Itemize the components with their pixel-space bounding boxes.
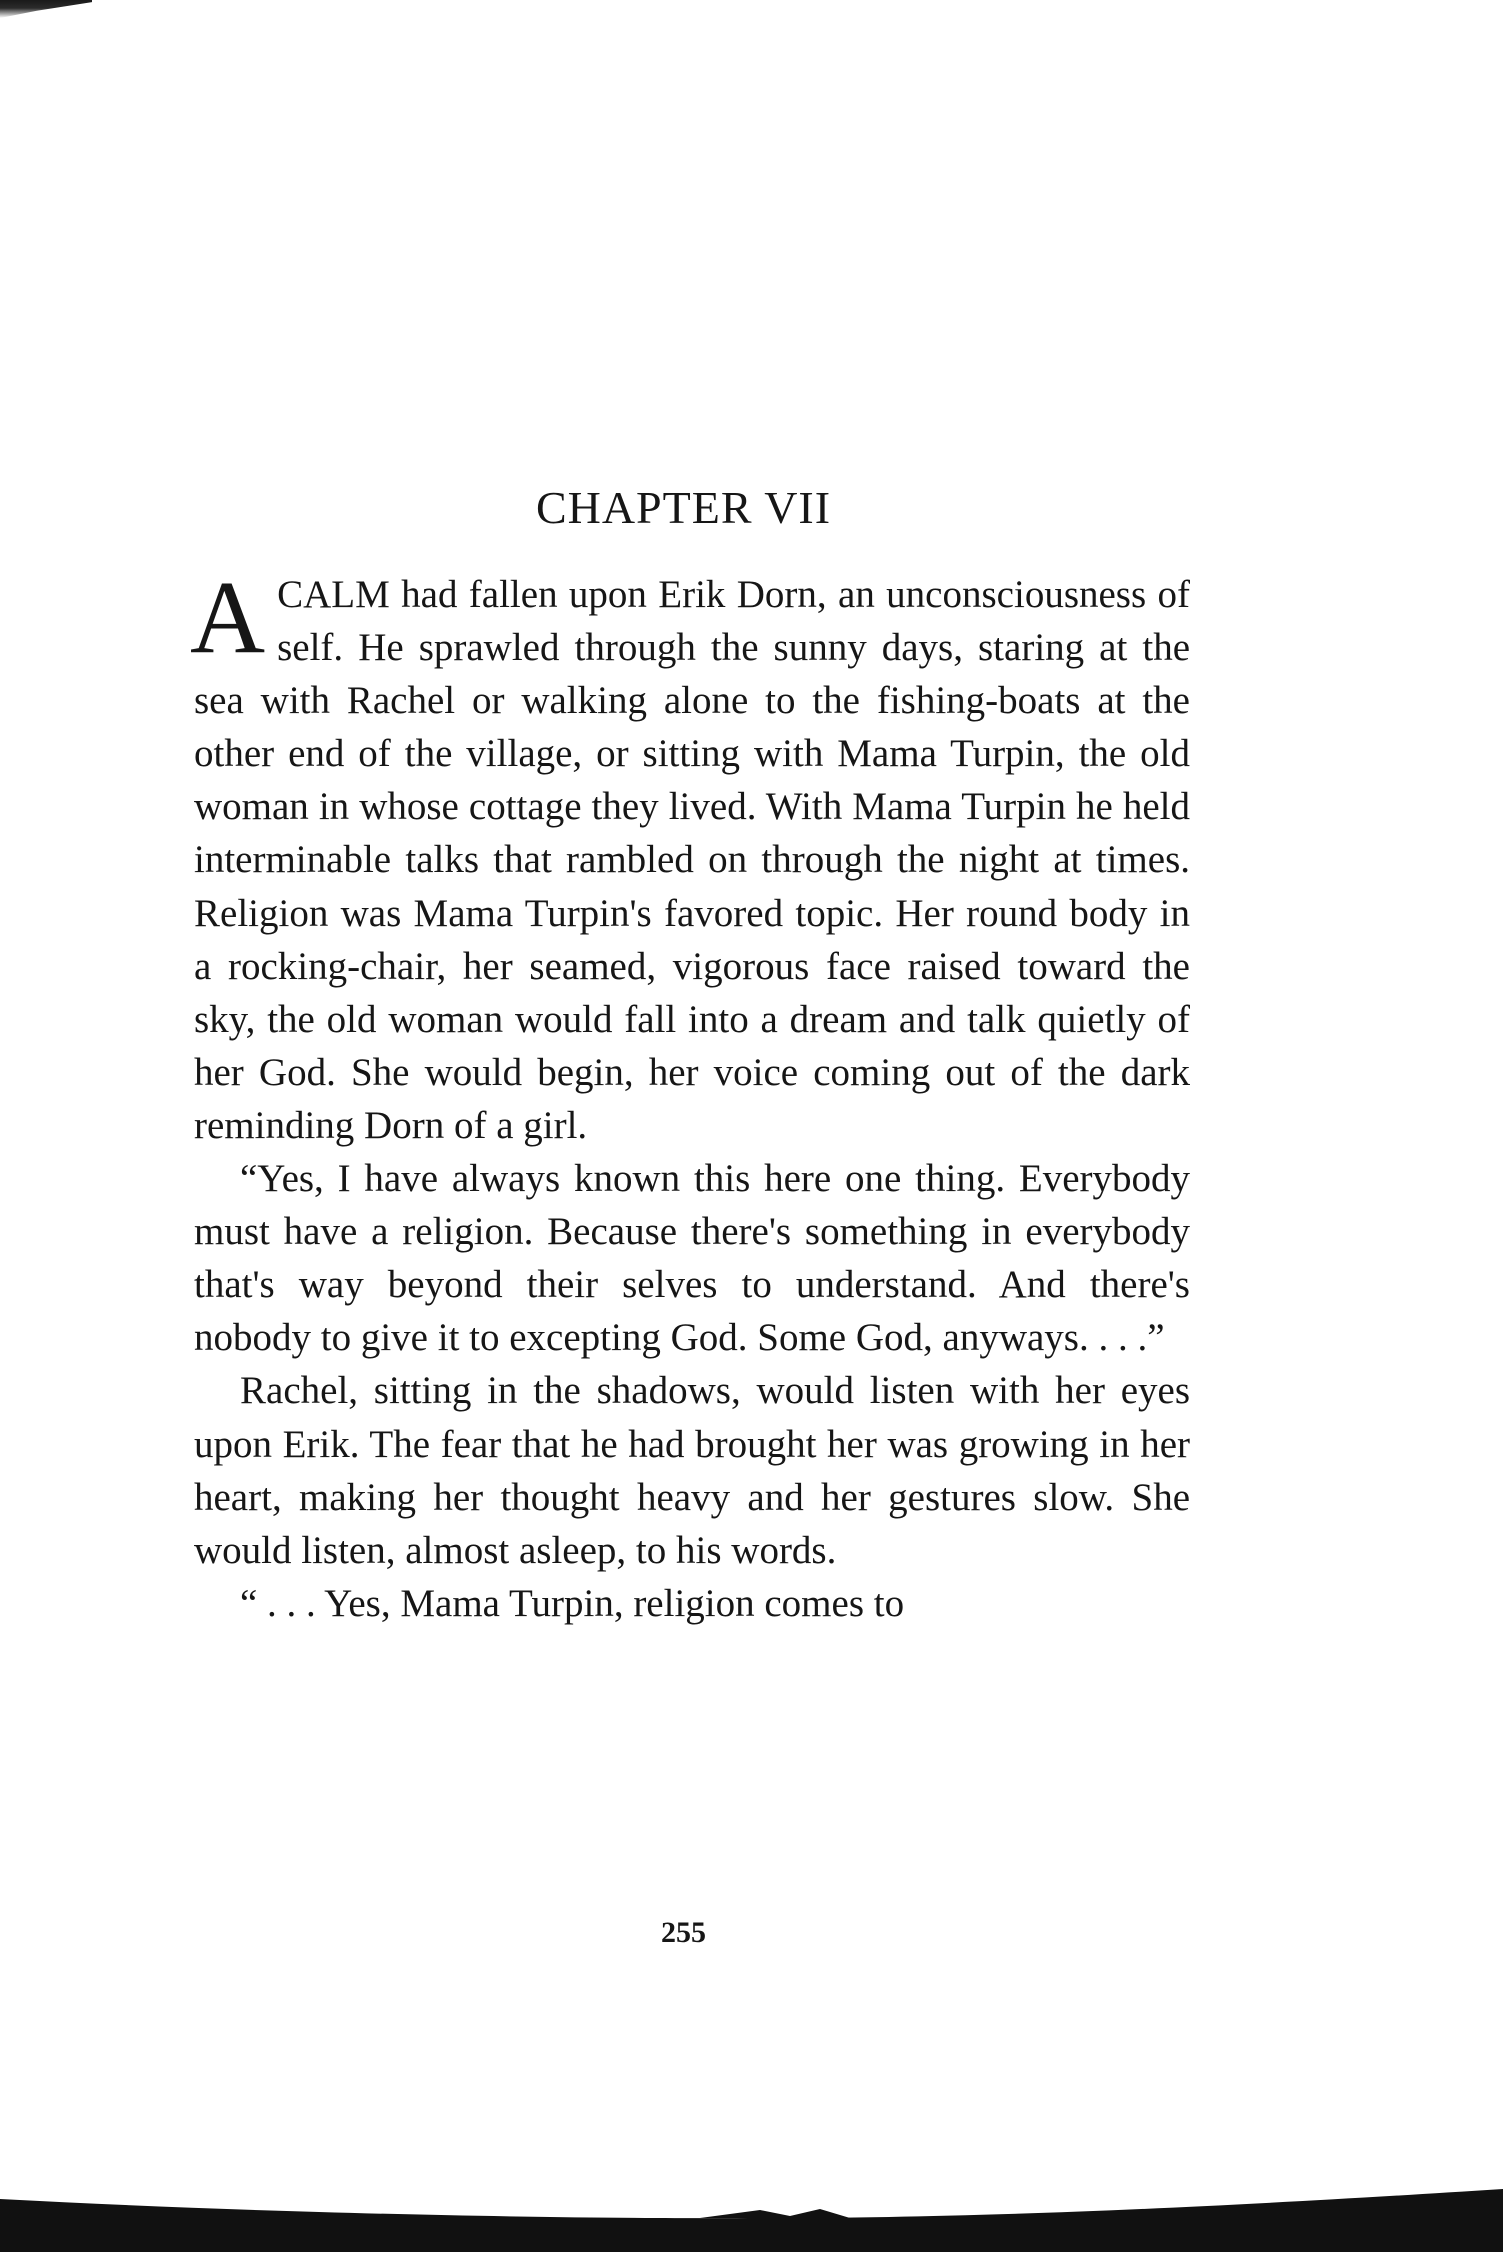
paragraph: Rachel, sitting in the shadows, would listen with her eyes upon Erik. The fear that he had brought her was growing in her heart, making her thought heavy and her gestures slow. She would listen, almost asleep, to his words. — [194, 1369, 1190, 1572]
first-paragraph-text: CALM had fallen upon Erik Dorn, an unconsciousness of self. He sprawled through the sunny days, staring at the sea with Rachel or walking alone to the fishing-boats at the other end of the village, or sitting with Mama Turpin, the old woman in whose cottage they lived. With Mama Turpin he held interminable talks that rambled on through the night at times. Religion was Mama Turpin's favored topic. Her round body in a rocking-chair, her seamed, vigorous face raised toward the sky, the old woman would fall into a dream and talk quietly of her God. She would begin, her voice coming out of the dark reminding Dorn of a girl. — [194, 573, 1190, 1147]
body-text — [190, 560, 1190, 1630]
page-number: 255 — [661, 1916, 706, 1949]
paragraph: “Yes, I have always known this here one thing. Everybody must have a religion. Because there's something in everybody that's way beyond their selves to understand. And there's nobody to give it to excepting God. Some God, anyways. . . .” — [194, 1157, 1190, 1360]
first-paragraph — [190, 560, 1190, 1152]
scan-edge-shadow-bottom — [0, 2185, 1503, 2252]
chapter-heading: CHAPTER VII — [535, 482, 832, 533]
paragraph: “ . . . Yes, Mama Turpin, religion comes to — [240, 1581, 905, 1625]
drop-cap: A — [190, 560, 266, 675]
scan-edge-shadow-top — [0, 0, 92, 18]
